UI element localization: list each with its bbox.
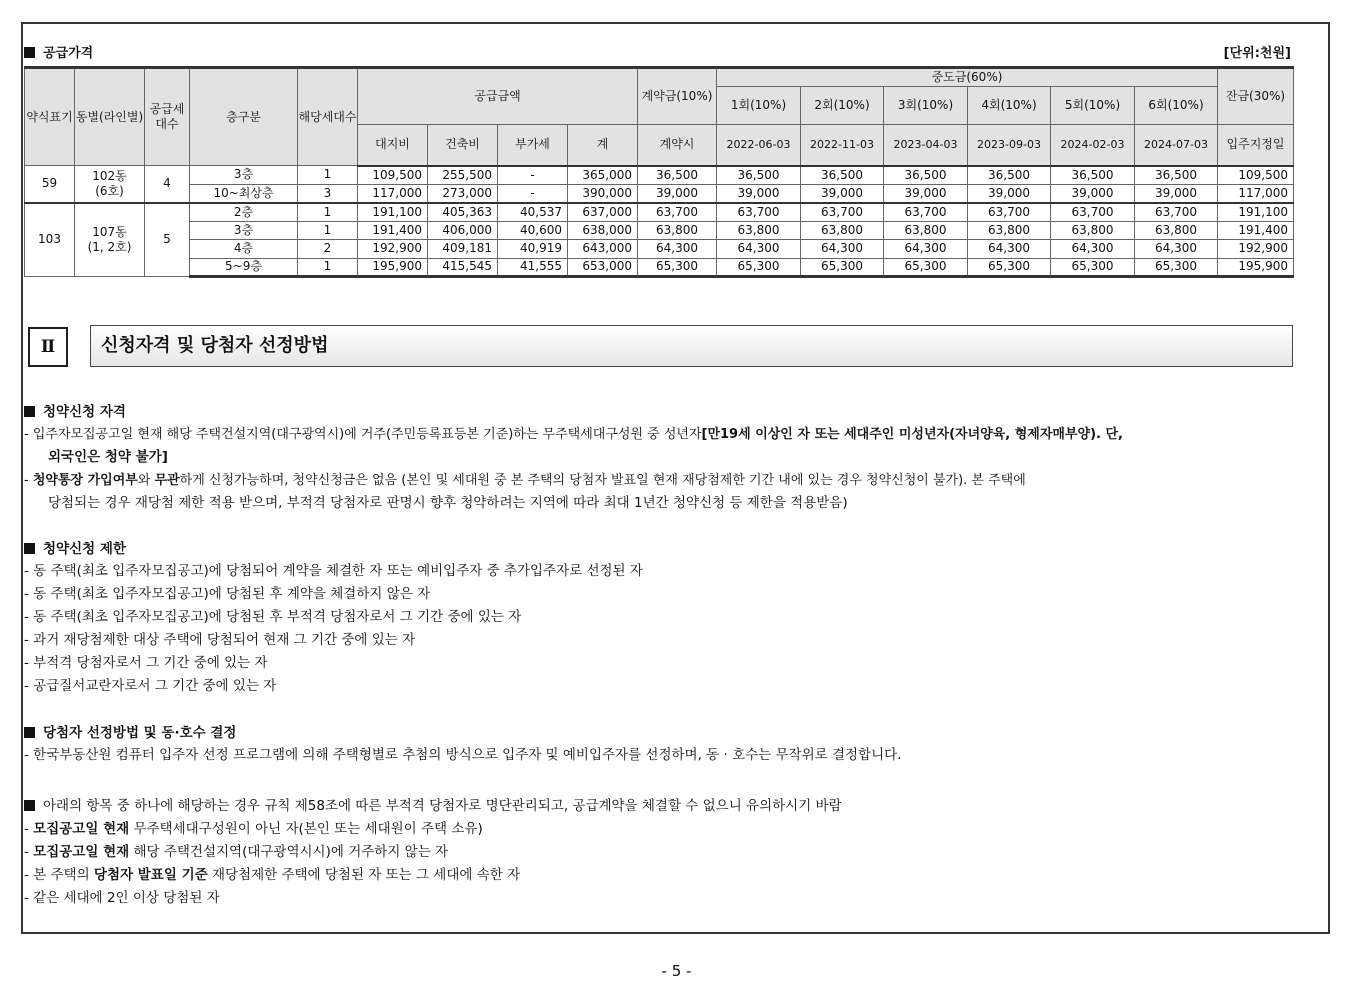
cell-middle-6: 39,000: [1135, 184, 1218, 203]
notice-heading: [24, 795, 842, 818]
notice-block: [24, 795, 842, 910]
list-item-continuation: 당첨되는 경우 재당첨 제한 적용 받으며, 부적격 당첨자로 판명시 향후 청약하려는 지역에 따라 최대 1년간 청약신청 등 제한을 적용받음): [48, 495, 848, 511]
header-date-1: 2022-06-03: [717, 125, 801, 166]
cell-total: 637,000: [568, 203, 638, 222]
cell-total: 365,000: [568, 166, 638, 185]
list-item-continuation: [24, 446, 1123, 469]
header-type: 약식표기: [25, 68, 75, 166]
restriction-heading: [24, 537, 643, 557]
restriction-heading-text: 청약신청 제한: [43, 541, 126, 557]
table-row: [25, 240, 1294, 259]
cell-type: 59: [25, 166, 75, 203]
cell-floor: 5~9층: [190, 258, 298, 277]
cell-middle-2: 63,800: [801, 221, 884, 240]
table-row: [25, 258, 1294, 277]
supply-price-heading: [24, 42, 93, 61]
cell-deposit: 63,800: [638, 221, 717, 240]
cell-middle-5: 64,300: [1051, 240, 1135, 259]
list-item: - 한국부동산원 컴퓨터 입주자 선정 프로그램에 의해 주택형별로 추첨의 방식으로 입주자 및 예비입주자를 선정하며, 동 · 호수는 무작위로 결정합니다.: [24, 747, 902, 763]
qualification-block: [24, 400, 1123, 515]
list-item: - 동 주택(최초 입주자모집공고)에 당첨되어 계약을 체결한 자 또는 예비입주자 중 추가입주자로 선정된 자: [24, 563, 643, 579]
cell-middle-1: 65,300: [717, 258, 801, 277]
cell-middle-4: 63,700: [968, 203, 1051, 222]
cell-middle-5: 36,500: [1051, 166, 1135, 185]
header-date-2: 2022-11-03: [801, 125, 884, 166]
dash: -: [24, 473, 33, 488]
qualification-item2-bold2: 무관: [154, 473, 180, 488]
cell-middle-2: 63,700: [801, 203, 884, 222]
dash: -: [24, 821, 34, 837]
cell-middle-5: 65,300: [1051, 258, 1135, 277]
list-item: [24, 818, 842, 841]
header-balance: 잔금(30%): [1218, 68, 1294, 125]
cell-vat: 40,537: [498, 203, 568, 222]
cell-middle-6: 65,300: [1135, 258, 1218, 277]
qualification-item2-text1: 와: [137, 473, 155, 488]
header-vat: 부가세: [498, 125, 568, 166]
section-title: 신청자격 및 당첨자 선정방법: [90, 325, 1293, 367]
list-item: - 공급질서교란자로서 그 기간 중에 있는 자: [24, 678, 277, 694]
cell-middle-2: 64,300: [801, 240, 884, 259]
table-row: [25, 221, 1294, 240]
header-deposit: 계약금(10%): [638, 68, 717, 125]
dash: -: [24, 844, 34, 860]
cell-middle-6: 64,300: [1135, 240, 1218, 259]
cell-build: 255,500: [428, 166, 498, 185]
cell-total: 638,000: [568, 221, 638, 240]
cell-balance: 191,100: [1218, 203, 1294, 222]
header-installment-3: 3회(10%): [884, 87, 968, 125]
square-bullet-icon: [24, 406, 35, 417]
table-row: [25, 166, 1294, 185]
square-bullet-icon: [24, 543, 35, 554]
header-date-4: 2023-09-03: [968, 125, 1051, 166]
cell-middle-1: 63,800: [717, 221, 801, 240]
cell-middle-4: 65,300: [968, 258, 1051, 277]
cell-middle-1: 39,000: [717, 184, 801, 203]
cell-build: 415,545: [428, 258, 498, 277]
selection-heading: [24, 721, 901, 741]
list-item: - 부적격 당첨자로서 그 기간 중에 있는 자: [24, 655, 268, 671]
list-item: [24, 423, 1123, 446]
notice-item1-bold: 모집공고일 현재: [33, 821, 130, 837]
list-item: - 동 주택(최초 입주자모집공고)에 당첨된 후 계약을 체결하지 않은 자: [24, 586, 431, 602]
cell-vat: -: [498, 184, 568, 203]
cell-floor: 2층: [190, 203, 298, 222]
cell-households: 1: [298, 258, 358, 277]
cell-middle-5: 39,000: [1051, 184, 1135, 203]
qualification-heading: [24, 400, 1123, 420]
cell-land: 117,000: [358, 184, 428, 203]
cell-total: 653,000: [568, 258, 638, 277]
header-installment-4: 4회(10%): [968, 87, 1051, 125]
cell-middle-3: 64,300: [884, 240, 968, 259]
header-floor: 층구분: [190, 68, 298, 166]
header-units: 공급세대수: [145, 68, 190, 166]
qualification-item2-bold1: 청약통장 가입여부: [32, 473, 138, 488]
cell-balance: 192,900: [1218, 240, 1294, 259]
cell-build: 273,000: [428, 184, 498, 203]
list-item: - 같은 세대에 2인 이상 당첨된 자: [24, 890, 220, 906]
list-item: - 과거 재당첨제한 대상 주택에 당첨되어 현재 그 기간 중에 있는 자: [24, 632, 416, 648]
notice-item2-text: 해당 주택건설지역(대구광역시시)에 거주하지 않는 자: [129, 844, 449, 860]
cell-building: 107동 (1, 2호): [75, 203, 145, 277]
selection-heading-text: 당첨자 선정방법 및 동·호수 결정: [43, 725, 237, 741]
cell-land: 191,100: [358, 203, 428, 222]
cell-units: 4: [145, 166, 190, 203]
header-build: 건축비: [428, 125, 498, 166]
cell-middle-4: 63,800: [968, 221, 1051, 240]
notice-item3-text1: 본 주택의: [33, 867, 94, 883]
cell-middle-4: 39,000: [968, 184, 1051, 203]
cell-total: 390,000: [568, 184, 638, 203]
unit-label: [단위:천원]: [1223, 46, 1291, 61]
cell-vat: -: [498, 166, 568, 185]
cell-balance: 195,900: [1218, 258, 1294, 277]
cell-middle-1: 36,500: [717, 166, 801, 185]
cell-middle-4: 64,300: [968, 240, 1051, 259]
cell-land: 109,500: [358, 166, 428, 185]
header-balance-when: 입주지정일: [1218, 125, 1294, 166]
notice-item3-text2: 재당첨제한 주택에 당첨된 자 또는 그 세대에 속한 자: [207, 867, 521, 883]
cell-build: 409,181: [428, 240, 498, 259]
supply-price-table: [24, 66, 1294, 278]
cell-middle-4: 36,500: [968, 166, 1051, 185]
table-row: [25, 203, 1294, 222]
header-installment-5: 5회(10%): [1051, 87, 1135, 125]
cell-households: 1: [298, 203, 358, 222]
header-installment-1: 1회(10%): [717, 87, 801, 125]
cell-floor: 3층: [190, 221, 298, 240]
cell-middle-3: 36,500: [884, 166, 968, 185]
header-deposit-when: 계약시: [638, 125, 717, 166]
table-row: [25, 184, 1294, 203]
header-building: 동별(라인별): [75, 68, 145, 166]
cell-middle-3: 65,300: [884, 258, 968, 277]
qualification-heading-text: 청약신청 자격: [43, 404, 126, 420]
qualification-item1-bold: [만19세 이상인 자 또는 세대주인 미성년자(자녀양육, 형제자매부양). 단,: [701, 427, 1123, 442]
cell-deposit: 36,500: [638, 166, 717, 185]
list-item: - 동 주택(최초 입주자모집공고)에 당첨된 후 부적격 당첨자로서 그 기간 중에 있는 자: [24, 609, 522, 625]
notice-item3-bold: 당첨자 발표일 기준: [93, 867, 208, 883]
cell-build: 406,000: [428, 221, 498, 240]
cell-vat: 41,555: [498, 258, 568, 277]
cell-land: 191,400: [358, 221, 428, 240]
cell-land: 192,900: [358, 240, 428, 259]
cell-middle-5: 63,800: [1051, 221, 1135, 240]
selection-block: [24, 721, 901, 767]
cell-units: 5: [145, 203, 190, 277]
cell-land: 195,900: [358, 258, 428, 277]
cell-households: 1: [298, 221, 358, 240]
cell-balance: 109,500: [1218, 166, 1294, 185]
square-bullet-icon: [24, 800, 35, 811]
square-bullet-icon: [24, 47, 35, 58]
header-supply-amount: 공급금액: [358, 68, 638, 125]
supply-price-title: 공급가격: [43, 46, 94, 61]
cell-deposit: 39,000: [638, 184, 717, 203]
cell-middle-1: 63,700: [717, 203, 801, 222]
cell-middle-5: 63,700: [1051, 203, 1135, 222]
header-date-6: 2024-07-03: [1135, 125, 1218, 166]
header-households: 해당세대수: [298, 68, 358, 166]
cell-households: 3: [298, 184, 358, 203]
cell-middle-3: 63,700: [884, 203, 968, 222]
page-number: - 5 -: [661, 962, 692, 980]
cell-middle-3: 63,800: [884, 221, 968, 240]
qualification-item1-cont: 외국인은 청약 불가]: [48, 449, 168, 465]
cell-balance: 117,000: [1218, 184, 1294, 203]
cell-type: 103: [25, 203, 75, 277]
cell-households: 2: [298, 240, 358, 259]
header-middle-payment: 중도금(60%): [717, 68, 1218, 87]
section-number: Ⅱ: [28, 327, 68, 367]
cell-middle-6: 36,500: [1135, 166, 1218, 185]
cell-middle-6: 63,800: [1135, 221, 1218, 240]
list-item: [24, 864, 842, 887]
header-date-3: 2023-04-03: [884, 125, 968, 166]
square-bullet-icon: [24, 727, 35, 738]
cell-vat: 40,919: [498, 240, 568, 259]
cell-total: 643,000: [568, 240, 638, 259]
cell-middle-2: 36,500: [801, 166, 884, 185]
header-installment-6: 6회(10%): [1135, 87, 1218, 125]
dash: -: [24, 867, 34, 883]
qualification-item1-text: - 입주자모집공고일 현재 해당 주택건설지역(대구광역시)에 거주(주민등록표등본 기준)하는 무주택세대구성원 중 성년자: [24, 427, 702, 442]
cell-floor: 3층: [190, 166, 298, 185]
cell-building: 102동 (6호): [75, 166, 145, 203]
cell-middle-6: 63,700: [1135, 203, 1218, 222]
header-date-5: 2024-02-03: [1051, 125, 1135, 166]
cell-floor: 4층: [190, 240, 298, 259]
cell-middle-3: 39,000: [884, 184, 968, 203]
restriction-block: [24, 537, 643, 698]
cell-households: 1: [298, 166, 358, 185]
list-item: [24, 841, 842, 864]
cell-deposit: 65,300: [638, 258, 717, 277]
cell-floor: 10~최상층: [190, 184, 298, 203]
cell-vat: 40,600: [498, 221, 568, 240]
notice-item2-bold: 모집공고일 현재: [33, 844, 130, 860]
cell-middle-1: 64,300: [717, 240, 801, 259]
header-land: 대지비: [358, 125, 428, 166]
header-installment-2: 2회(10%): [801, 87, 884, 125]
list-item: [24, 469, 1123, 492]
cell-deposit: 63,700: [638, 203, 717, 222]
notice-item1-text: 무주택세대구성원이 아닌 자(본인 또는 세대원이 주택 소유): [129, 821, 483, 837]
cell-middle-2: 65,300: [801, 258, 884, 277]
qualification-item2-text2: 하게 신청가능하며, 청약신청금은 없음 (본인 및 세대원 중 본 주택의 당첨자 발표일 현재 재당첨제한 기간 내에 있는 경우 청약신청이 불가). 본 주택에: [179, 473, 1026, 488]
cell-build: 405,363: [428, 203, 498, 222]
header-total: 계: [568, 125, 638, 166]
cell-balance: 191,400: [1218, 221, 1294, 240]
notice-heading-text: 아래의 항목 중 하나에 해당하는 경우 규칙 제58조에 따른 부적격 당첨자로 명단관리되고, 공급계약을 체결할 수 없으니 유의하시기 바람: [43, 798, 842, 814]
cell-middle-2: 39,000: [801, 184, 884, 203]
cell-deposit: 64,300: [638, 240, 717, 259]
